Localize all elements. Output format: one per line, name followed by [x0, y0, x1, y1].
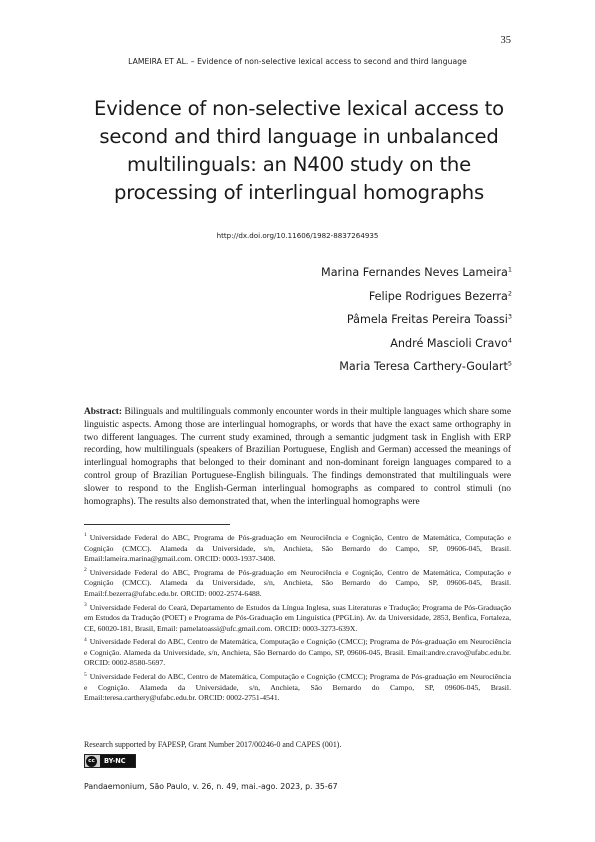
- author-5: [321, 355, 512, 379]
- creative-commons-icon: cc: [86, 756, 97, 767]
- footnote-2: [84, 568, 511, 600]
- author-2: [321, 285, 512, 309]
- running-head: LAMEIRA ET AL. – Evidence of non-selective lexical access to second and third language: [128, 57, 467, 66]
- page-number: 35: [500, 35, 511, 46]
- footnote-mark: 1: [84, 532, 87, 539]
- author-list: [321, 261, 512, 379]
- footnote-divider: [84, 524, 230, 525]
- footnote-3: [84, 603, 511, 635]
- author-1: [321, 261, 512, 285]
- article-title: Evidence of non-selective lexical access to second and third language in unbalanced multilinguals: an N400 study on the processing of interlingual homographs: [94, 97, 504, 204]
- abstract-label: Abstract:: [84, 407, 123, 417]
- journal-footer: Pandaemonium, São Paulo, v. 26, n. 49, mai.-ago. 2023, p. 35-67: [84, 782, 338, 791]
- cc-license-badge[interactable]: [84, 754, 136, 768]
- footnote-text: Universidade Federal do ABC, Centro de Matemática, Computação e Cognição (CMCC); Programa de Pós-graduação em Neurociência e Cognição. Alameda da Universidade, s/n, Anchieta, São Bernardo do Campo, SP, 09606-045, Brasil. Email:andre.cravo@ufabc.edu.br. ORCID: 0002-8580-5697.: [84, 637, 511, 668]
- footnote-mark: 3: [84, 602, 87, 609]
- abstract-text: Bilinguals and multilinguals commonly encounter words in their multiple languages which share some linguistic aspects. Among those are interlingual homographs, or words that have the exact same orthography in two different languages. The current study examined, through a semantic judgment task in English with ERP recording, how multilinguals (speakers of Brazilian Portuguese, English and German) accessed the meanings of interlingual homographs that belonged to their dominant and non-dominant foreign languages compared to a control group of Brazilian Portuguese-English bilinguals. The findings demonstrated that multilinguals were slower to respond to the English-German interlingual homographs as compared to control stimuli (no homographs). The results also demonstrated that, when the interlingual homographs were: [84, 407, 511, 507]
- footnote-mark: 2: [84, 567, 87, 574]
- author-footnote-mark: 4: [507, 335, 512, 344]
- footnote-5: [84, 672, 511, 704]
- funding-note: Research supported by FAPESP, Grant Number 2017/00246-0 and CAPES (001).: [84, 740, 342, 749]
- footnote-4: [84, 637, 511, 669]
- author-name: Felipe Rodrigues Bezerra: [368, 289, 508, 303]
- license-label: BY-NC: [100, 755, 135, 767]
- author-footnote-mark: 1: [507, 265, 512, 274]
- author-name: Pâmela Freitas Pereira Toassi: [346, 313, 508, 326]
- author-name: Maria Teresa Carthery-Goulart: [339, 360, 508, 373]
- footnote-text: Universidade Federal do Ceará, Departamento de Estudos da Língua Inglesa, suas Literaturas e Tradução; Programa de Pós-Graduação em Estudos da Tradução (POET) e Programa de Pós-Graduação em Linguística (PPGLin). Av. da Universidade, 2853, Benfica, Fortaleza, CE, 60020-181, Brasil, Email: pamelatoassi@ufc.gmail.com. ORCID: 0003-3273-639X.: [84, 602, 511, 633]
- footnote-text: Universidade Federal do ABC, Programa de Pós-graduação em Neurociência e Cognição, Centro de Matemática, Computação e Cognição (CMCC). Alameda da Universidade, s/n, Anchieta, São Bernardo do Campo, SP, 09606-045, Brasil. Email:lameira.marina@gmail.com. ORCID: 0003-1937-3408.: [84, 533, 511, 563]
- doi-link[interactable]: http://dx.doi.org/10.11606/1982-8837264935: [216, 231, 379, 240]
- footnote-mark: 5: [84, 671, 87, 678]
- author-name: Marina Fernandes Neves Lameira: [321, 266, 508, 279]
- author-footnote-mark: 3: [507, 312, 512, 321]
- footnotes: [84, 533, 511, 707]
- footnote-text: Universidade Federal do ABC, Programa de Pós-graduação em Neurociência e Cognição, Centro de Matemática, Computação e Cognição (CMCC). Alameda da Universidade, s/n, Anchieta, São Bernardo do Campo, SP, 09606-045, Brasil. Email:f.bezerra@ufabc.edu.br. ORCID: 0002-2574-6488.: [84, 567, 511, 598]
- author-name: André Mascioli Cravo: [390, 336, 508, 350]
- footnote-text: Universidade Federal do ABC, Centro de Matemática, Computação e Cognição (CMCC); Programa de Pós-graduação em Neurociência e Cognição. Alameda da Universidade, s/n, Anchieta, São Bernardo do Campo, SP, 09606-045, Brasil. Email:teresa.carthery@ufabc.edu.br. ORCID: 0002-2751-4541.: [84, 672, 511, 703]
- abstract: [84, 406, 511, 508]
- author-4: [321, 332, 512, 356]
- footnote-1: [84, 533, 511, 565]
- footnote-mark: 4: [84, 636, 87, 643]
- author-footnote-mark: 2: [507, 288, 512, 297]
- author-footnote-mark: 5: [507, 359, 512, 368]
- author-3: [321, 308, 512, 332]
